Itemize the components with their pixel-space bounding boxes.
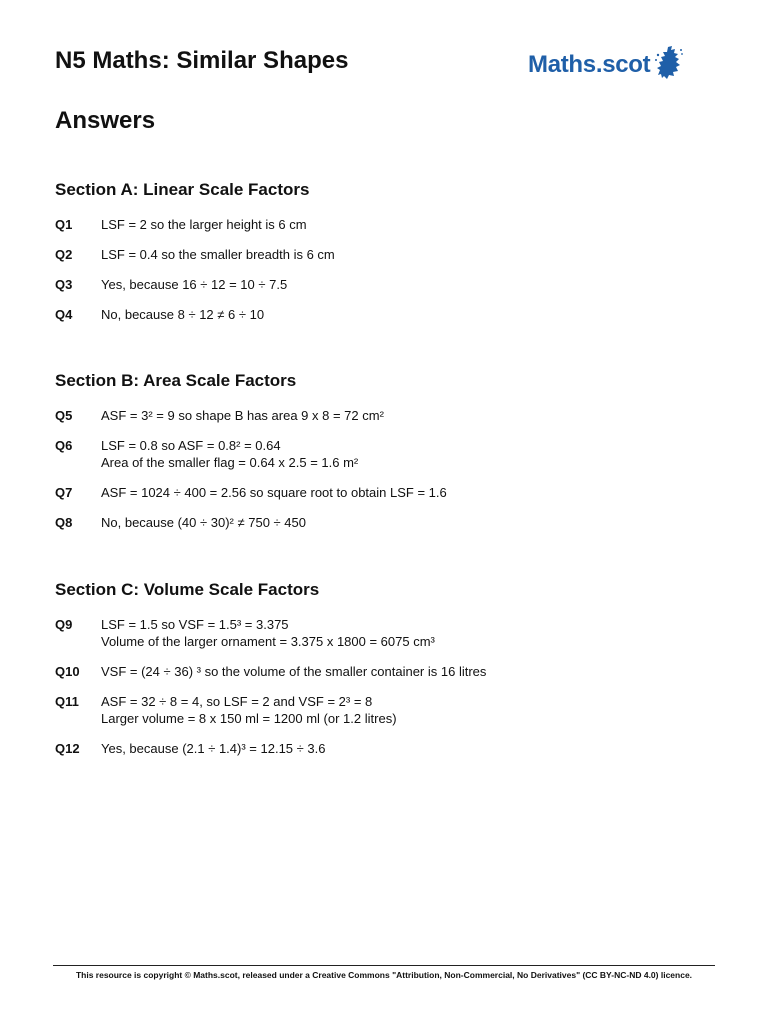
answer-text: Area of the smaller flag = 0.64 x 2.5 = 1.6 m²: [101, 455, 359, 470]
answer-text: LSF = 0.4 so the smaller breadth is 6 cm: [101, 247, 335, 262]
section-heading: Section C: Volume Scale Factors: [55, 580, 320, 599]
question-row: [55, 484, 715, 501]
question-row: [55, 407, 715, 424]
answer-text: ASF = 1024 ÷ 400 = 2.56 so square root to obtain LSF = 1.6: [101, 485, 447, 500]
question-row: [55, 693, 715, 727]
answer-text: ASF = 3² = 9 so shape B has area 9 x 8 = 72 cm²: [101, 408, 384, 423]
question-row: [55, 246, 715, 263]
section-b: [55, 369, 715, 544]
question-number: Q8: [55, 515, 73, 530]
answer-text: LSF = 2 so the larger height is 6 cm: [101, 217, 307, 232]
answer-text: Yes, because (2.1 ÷ 1.4)³ = 12.15 ÷ 3.6: [101, 741, 326, 756]
answer-text: Larger volume = 8 x 150 ml = 1200 ml (or 1.2 litres): [101, 711, 397, 726]
question-number: Q5: [55, 408, 73, 423]
answer-text: No, because (40 ÷ 30)² ≠ 750 ÷ 450: [101, 515, 306, 530]
answer-text: ASF = 32 ÷ 8 = 4, so LSF = 2 and VSF = 2³ = 8: [101, 694, 373, 709]
answer-text: Yes, because 16 ÷ 12 = 10 ÷ 7.5: [101, 277, 288, 292]
question-row: [55, 216, 715, 233]
logo-text: Maths.scot: [528, 51, 651, 78]
question-row: [55, 276, 715, 293]
section-c: [55, 578, 715, 770]
answers-heading: Answers: [55, 107, 156, 134]
question-row: [55, 663, 715, 680]
maths-scot-logo: [528, 44, 708, 86]
question-number: Q2: [55, 247, 73, 262]
question-number: Q11: [55, 694, 79, 709]
question-row: [55, 616, 715, 650]
question-row: [55, 437, 715, 471]
question-number: Q9: [55, 617, 73, 632]
section-a: [55, 178, 715, 336]
question-number: Q3: [55, 277, 73, 292]
section-heading: Section B: Area Scale Factors: [55, 371, 297, 390]
answer-text: LSF = 1.5 so VSF = 1.5³ = 3.375: [101, 617, 289, 632]
footer-divider: [53, 965, 715, 966]
scotland-map-icon: [654, 45, 684, 86]
page-title: N5 Maths: Similar Shapes: [55, 47, 349, 74]
section-heading: Section A: Linear Scale Factors: [55, 180, 310, 199]
question-number: Q12: [55, 741, 80, 756]
question-number: Q4: [55, 307, 73, 322]
question-number: Q10: [55, 664, 80, 679]
question-number: Q6: [55, 438, 73, 453]
question-row: [55, 740, 715, 757]
question-number: Q7: [55, 485, 73, 500]
answer-text: VSF = (24 ÷ 36) ³ so the volume of the smaller container is 16 litres: [101, 664, 487, 679]
answer-text: Volume of the larger ornament = 3.375 x 1800 = 6075 cm³: [101, 634, 435, 649]
answer-text: No, because 8 ÷ 12 ≠ 6 ÷ 10: [101, 307, 265, 322]
question-row: [55, 306, 715, 323]
copyright-footer: This resource is copyright © Maths.scot, released under a Creative Commons "Attribution, Non-Commercial, No Derivatives" (CC BY-NC-ND 4.0) licence.: [75, 970, 693, 980]
question-row: [55, 514, 715, 531]
answer-text: LSF = 0.8 so ASF = 0.8² = 0.64: [101, 438, 281, 453]
question-number: Q1: [55, 217, 73, 232]
